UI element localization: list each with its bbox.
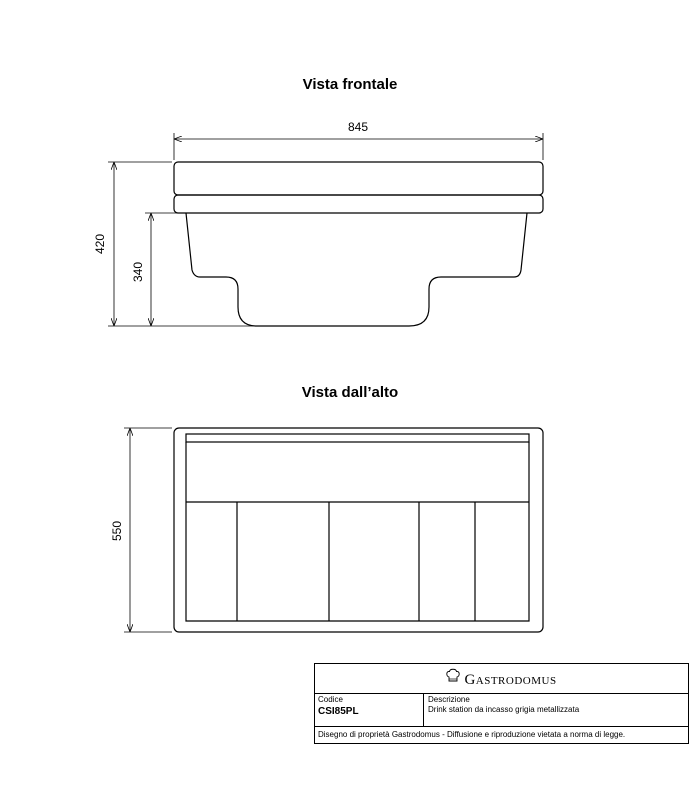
top-depth-dimension [124, 428, 172, 632]
top-depth-label: 550 [110, 520, 124, 542]
top-inner-rim [186, 434, 529, 442]
front-rim-lower [174, 195, 543, 213]
description-cell [424, 694, 688, 726]
title-block-info-row [315, 694, 688, 727]
front-rim-upper [174, 162, 543, 195]
top-view-title: Vista dall’alto [301, 384, 399, 401]
front-view-drawing [174, 162, 543, 326]
front-body-height-dimension [145, 213, 184, 326]
description-value: Drink station da incasso grigia metallizzata [428, 705, 580, 714]
top-view-drawing [174, 428, 543, 632]
front-total-height-dimension [108, 162, 255, 326]
copyright-notice: Disegno di proprietà Gastrodomus - Diffusione e riproduzione vietata a norma di legge. [318, 730, 626, 739]
code-value: CSI85PL [318, 706, 359, 717]
front-width-label: 845 [347, 120, 369, 134]
brand-name: Gastrodomus [464, 672, 557, 688]
front-body-height-label: 340 [131, 261, 145, 283]
front-view-title: Vista frontale [302, 76, 398, 93]
code-cell [315, 694, 424, 726]
title-block [314, 663, 689, 744]
brand-header [315, 664, 688, 694]
front-total-height-label: 420 [93, 233, 107, 255]
front-basin-body [186, 213, 527, 326]
description-label: Descrizione [428, 695, 470, 704]
code-label: Codice [318, 695, 343, 704]
top-outer-rim [174, 428, 543, 632]
front-width-dimension [174, 133, 543, 160]
chef-hat-icon [446, 668, 460, 689]
